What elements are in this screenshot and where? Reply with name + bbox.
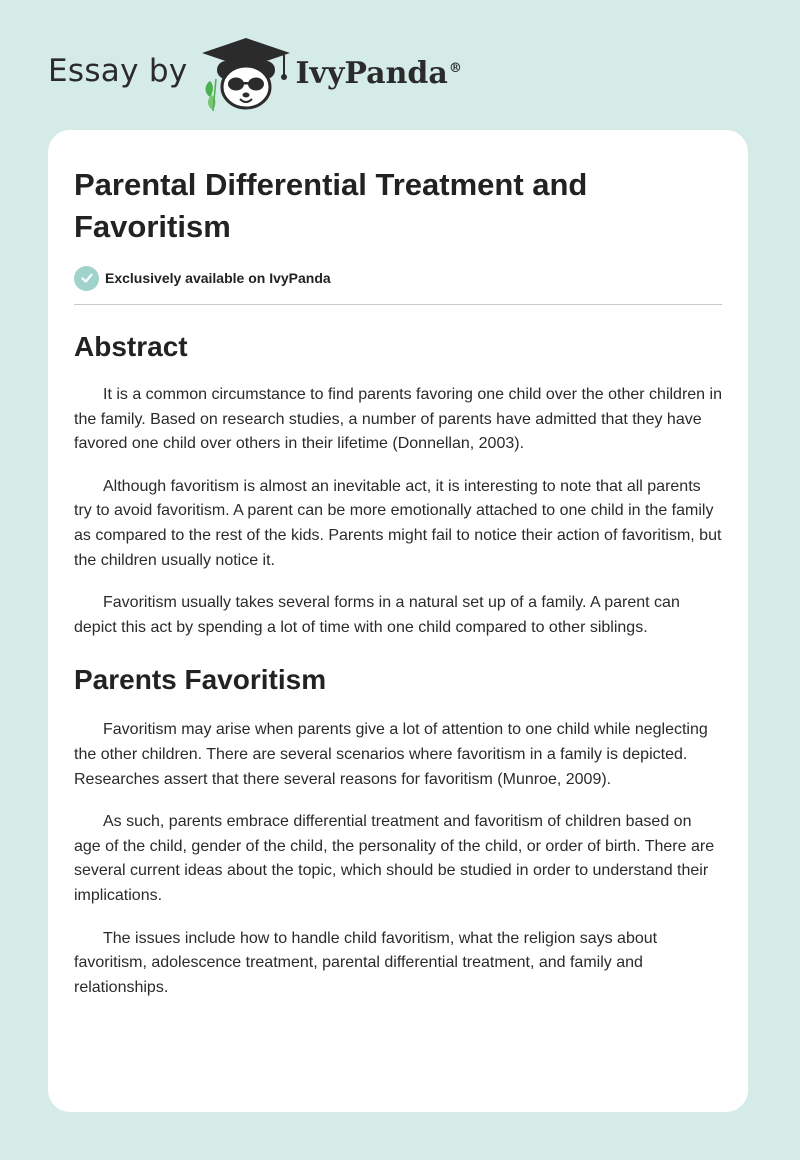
section-parents-favoritism xyxy=(74,662,722,1000)
panda-graduation-cap-icon xyxy=(198,35,294,113)
essay-content xyxy=(74,164,722,1000)
paragraph: The issues include how to handle child favoritism, what the religion says about favoritism, adolescence treatment, parental differential treatment, and family and relationships. xyxy=(74,929,658,996)
section-heading: Parents Favoritism xyxy=(74,664,327,696)
divider xyxy=(74,304,722,305)
brand-text: IvyPanda xyxy=(295,55,448,91)
essay-by-label: Essay by xyxy=(48,53,188,89)
site-header xyxy=(48,34,462,114)
paragraph: Favoritism usually takes several forms in a natural set up of a family. A parent can depict this act by spending a lot of time with one child compared to other siblings. xyxy=(74,594,680,636)
badge-label: Exclusively available on IvyPanda xyxy=(105,270,331,286)
paragraph: Favoritism may arise when parents give a lot of attention to one child while neglecting the other children. There are several scenarios where favoritism in a family is depicted. Researches assert that there several reasons for favoritism (Munroe, 2009). xyxy=(74,721,708,788)
registered-mark: ® xyxy=(448,60,462,76)
brand-name xyxy=(296,56,462,91)
section-heading: Abstract xyxy=(74,331,188,362)
section-abstract xyxy=(74,329,722,640)
check-circle-icon xyxy=(74,266,99,291)
exclusive-badge xyxy=(74,264,722,292)
paragraph: As such, parents embrace differential treatment and favoritism of children based on age of the child, gender of the child, the personality of the child, or order of birth. There are several current ideas about the topic, which should be studied in order to understand their implications. xyxy=(74,813,715,904)
essay-card xyxy=(48,130,748,1112)
page-title: Parental Differential Treatment and Favoritism xyxy=(74,167,588,244)
paragraph: Although favoritism is almost an inevitable act, it is interesting to note that all parents try to avoid favoritism. A parent can be more emotionally attached to one child in the family as compared to the rest of the kids. Parents might fail to notice their action of favoritism, but the children usually notice it. xyxy=(74,477,722,569)
paragraph: It is a common circumstance to find parents favoring one child over the other children in the family. Based on research studies, a number of parents have admitted that they have favored one child over others in their lifetime (Donnellan, 2003). xyxy=(74,386,722,453)
